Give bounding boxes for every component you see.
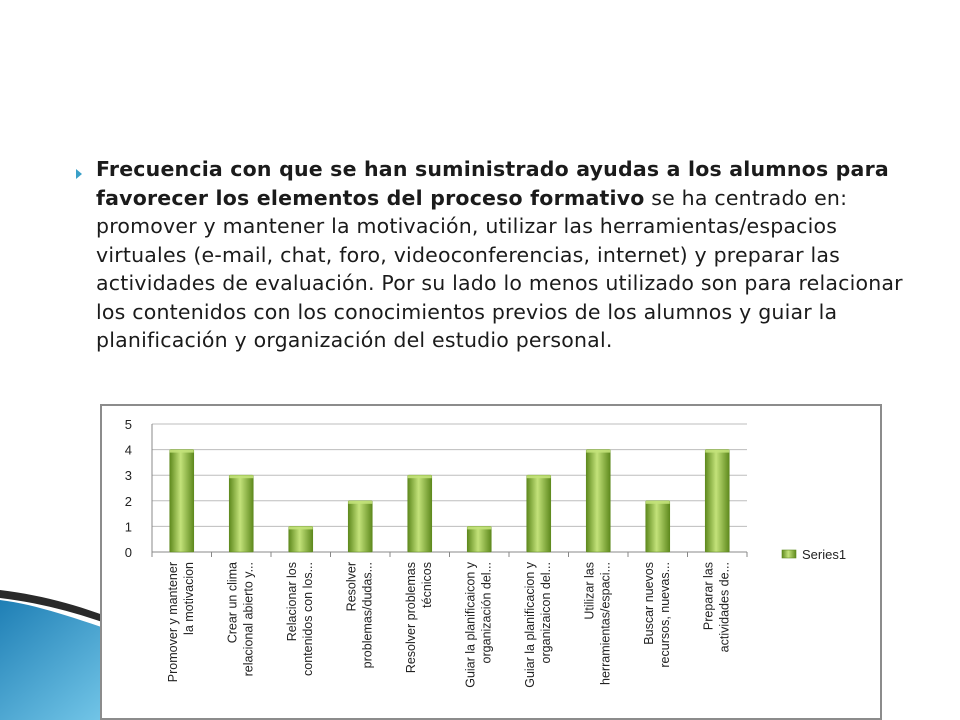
bar — [586, 450, 610, 552]
x-tick-label-line: Resolver — [344, 562, 359, 612]
y-tick-label: 4 — [124, 442, 132, 458]
x-tick-label-line: actividades de... — [717, 562, 732, 653]
bullet-arrow-icon — [76, 169, 82, 179]
bar-cap — [467, 526, 491, 529]
x-tick-label-line: relacional abierto y... — [241, 562, 256, 677]
x-tick-label-line: Guiar la planificacion y — [522, 562, 537, 688]
x-tick-label-line: Preparar las — [701, 562, 716, 631]
bar-cap — [408, 475, 432, 478]
bar — [527, 475, 551, 552]
y-tick-label: 5 — [124, 417, 132, 432]
chart-frame — [100, 404, 882, 720]
bar-cap — [348, 501, 372, 504]
bar — [348, 501, 372, 552]
bar-cap — [229, 475, 253, 478]
bar — [467, 526, 491, 552]
bar — [229, 475, 253, 552]
x-tick-label-line: Utilizar las — [582, 562, 597, 620]
x-tick-label — [285, 562, 315, 676]
bar-cap — [527, 475, 551, 478]
x-tick-label-line: técnicos — [419, 562, 434, 608]
legend-label: Series1 — [802, 547, 847, 562]
y-tick-label: 1 — [124, 519, 132, 535]
x-tick-label-line: organización del... — [479, 562, 494, 664]
x-tick-label — [582, 562, 612, 685]
x-tick-label-line: problemas/dudas... — [360, 562, 375, 669]
x-tick-label-line: Guiar la planificaicon y — [463, 562, 478, 688]
bar-chart — [102, 406, 880, 718]
x-tick-label-line: la motivacion — [181, 562, 196, 635]
x-tick-label-line: Relacionar los — [284, 562, 299, 642]
bar-cap — [646, 501, 670, 504]
legend-swatch — [782, 550, 796, 558]
x-tick-label-line: Buscar nuevos — [641, 562, 656, 645]
y-tick-label: 3 — [124, 468, 132, 484]
bar — [408, 475, 432, 552]
y-tick-label: 2 — [124, 493, 132, 509]
x-tick-label — [225, 562, 255, 676]
bar-cap — [586, 450, 610, 453]
bar — [170, 450, 194, 552]
bar-cap — [170, 450, 194, 453]
x-tick-label-line: Resolver problemas — [403, 562, 418, 674]
x-tick-label-line: Promover y mantener — [165, 562, 180, 683]
x-tick-label — [463, 561, 493, 688]
bar-cap — [705, 450, 729, 453]
bullet-bold-text: Frecuencia con que se han suministrado ayudas a los alumnos para favorecer los elementos del proceso formativo — [96, 157, 889, 210]
bullet-paragraph — [76, 155, 916, 355]
x-tick-label — [404, 562, 434, 673]
y-tick-label: 0 — [124, 545, 132, 560]
x-tick-label-line: Crear un clima — [225, 562, 240, 644]
x-tick-label — [166, 562, 196, 682]
bar — [289, 526, 313, 552]
bullet-text — [96, 155, 916, 355]
bar — [705, 450, 729, 552]
x-tick-label-line: herramientas/espaci... — [598, 562, 613, 685]
x-tick-label — [344, 562, 374, 668]
x-tick-label — [701, 562, 731, 652]
x-tick-label-line: contenidos con los... — [300, 562, 315, 676]
bar-cap — [289, 526, 313, 529]
x-tick-label-line: recursos, nuevas... — [657, 562, 672, 668]
x-tick-label-line: organizaicon del... — [538, 562, 553, 664]
bullet-normal-text: se ha centrado en: promover y mantener la motivación, utilizar las herramientas/espacios virtuales (e-mail, chat, foro, videoconferencias, internet) y preparar las actividades de evaluación. Por su lado lo menos utilizado son para relacionar los contenidos con los conocimientos previos de los alumnos y guiar la planificación y organización del estudio personal. — [96, 185, 903, 352]
x-tick-label — [642, 562, 672, 668]
bar — [646, 501, 670, 552]
x-tick-label — [523, 561, 553, 688]
